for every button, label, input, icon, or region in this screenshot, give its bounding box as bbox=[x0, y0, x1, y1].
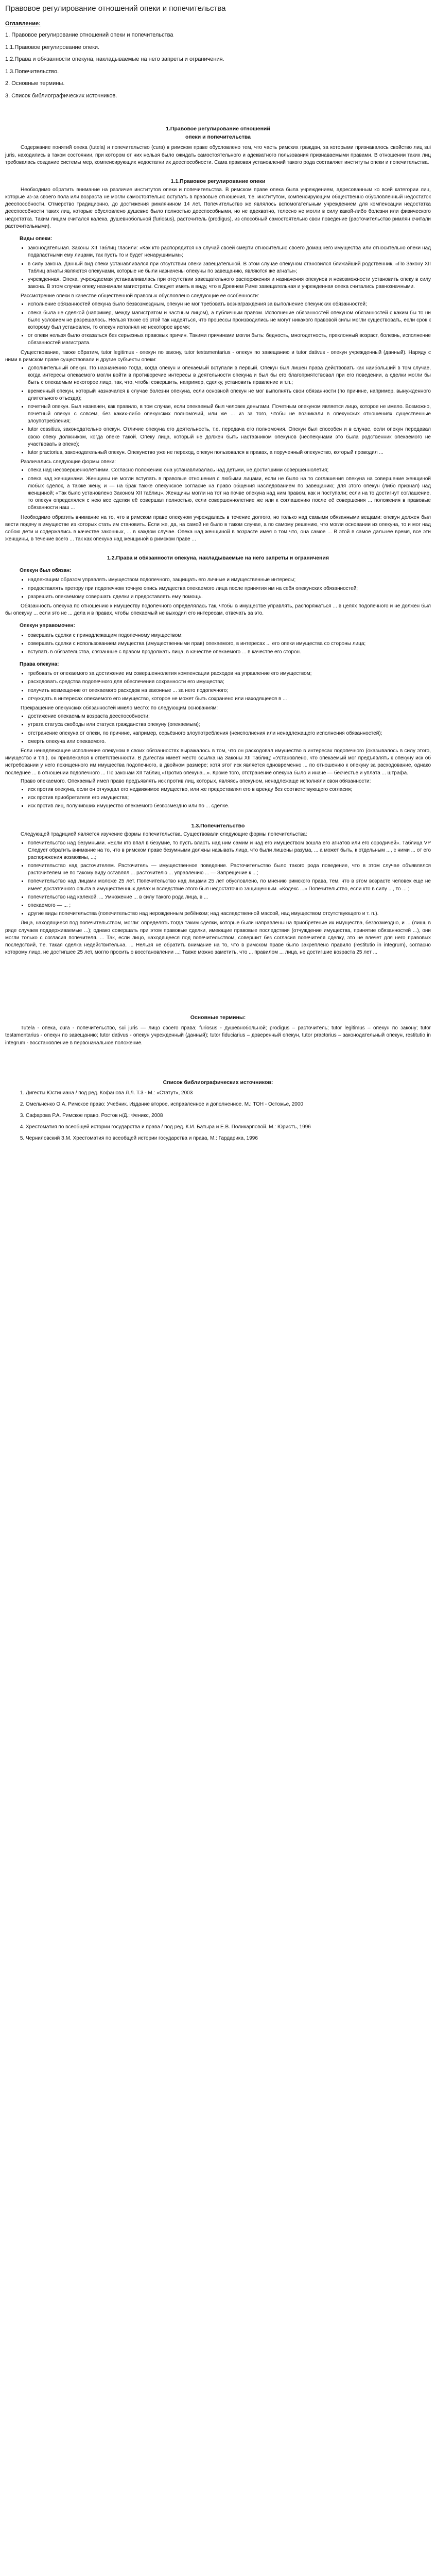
bibliography-item: 1. Дигесты Юстиниана / под ред. Кофанова Л.Л. Т.3 - М.: «Статут», 2003 bbox=[26, 1090, 431, 1097]
subheading: Виды опеки: bbox=[20, 235, 53, 242]
table-of-contents bbox=[5, 20, 431, 100]
section-1-3 bbox=[5, 812, 431, 956]
list-item: • достижение опекаемым возраста дееспособности; bbox=[28, 713, 431, 720]
list-item: • попечительство над безумными. «Если кто впал в безумие, то пусть власть над ним самим и над его имуществом вошла его агнатов или его сородичей». Таблица VP Следует обратить внимание на то, что в римском праве безумными должны называть лица, что были лишены разума, ... а может быть, к отдельным ..., с ними ... от его распоряжения возможны, ...; bbox=[28, 840, 431, 862]
subheading: Опекун был обязан: bbox=[20, 568, 72, 574]
bibliography-item: 5. Черниловский З.М. Хрестоматия по всеобщей истории государства и права, М.: Гардарика, 1996 bbox=[26, 1135, 431, 1142]
bibliography-item: 3. Сафарова Р.А. Римское право. Ростов н/Д.: Феникс, 2008 bbox=[26, 1112, 431, 1120]
bibliography-item: 4. Хрестоматия по всеобщей истории государства и права / под ред. К.И. Батыра и Е.В. Поликарповой. М.: Юристъ, 1996 bbox=[26, 1124, 431, 1131]
list-item: • получить возмещение от опекаемого расходов на законные ... за него подопечного; bbox=[28, 687, 431, 694]
toc-item-2[interactable]: 2. Основные термины. bbox=[5, 80, 65, 87]
list-item: • смерть опекуна или опекаемого. bbox=[28, 738, 431, 745]
section-heading: 1.Правовое регулирование отношений bbox=[166, 125, 270, 132]
paragraph: Прекращение опекунских обязанностей имело место: по следующим основаниям: bbox=[21, 705, 218, 711]
document bbox=[0, 0, 436, 1162]
list-item: • в силу закона. Данный вид опеки устанавливался при отсутствии опеки завещательной. В этом случае опекуном становился ближайший родственник. «По Закону XII Таблиц агнаты являются опекунами, которые не были назначены опекуны по завещанию, являются же агнаты»; bbox=[28, 261, 431, 275]
list-item: • опека над несовершеннолетними. Согласно положению она устанавливалась над детьми, не достигшими совершеннолетия; bbox=[28, 467, 431, 474]
list-item: • иск против приобретателя его имущества; bbox=[28, 794, 431, 802]
page-title: Правовое регулирование отношений опеки и попечительства bbox=[5, 4, 226, 13]
list-item: • утрата статуса свободы или статуса гражданства опекуну (опекаемым); bbox=[28, 721, 431, 728]
list-item: • законодательная. Законы XII Таблиц гласили: «Как кто распорядится на случай своей смерти относительно своего домашнего имущества или относительно опеки над подвластными ему лицами, так пусть то и будет ненарушимым»; bbox=[28, 245, 431, 259]
subheading: Права опекуна: bbox=[20, 662, 59, 668]
bibliography-item: 2. Омельченко О.А. Римское право: Учебник. Издание второе, исправленное и дополненное. М.: ТОН - Остожье, 2000 bbox=[26, 1101, 431, 1108]
list-item: • иск против лиц, получивших имущество опекаемого безвозмездно или по ... сделке. bbox=[28, 803, 431, 810]
section-heading: 1.2.Права и обязанности опекуна, накладываемые на него запреты и ограничения bbox=[107, 555, 329, 562]
paragraph: Необходимо обратить внимание на различие институтов опеки и попечительства. В римском праве опека была учреждением, адресованным ко всей категории лиц, которые из-за своего пола или возраста не могли самостоятельно вступать в правовые отношения, т.е. институтом, компенсирующим общественно обусловленный недостаток дееспособности. Отмерство традиционно, до достижения римлянином 14 лет. Попечительство же являлось вспомогательным учреждением для компенсации недостатка дееспособности таких лиц, которые обусловлено душевно было полностью дееспособными, но не адекватно, телесно не могли в силу какой-либо болезни или физического недостатка. Таким лицам считался калека, душевнобольной (furiosus), расточитель (prodigus), из способный самостоятельно свои поведение (расточительство римлян считали расточительными). bbox=[5, 187, 431, 229]
list-item: • опека над женщинами. Женщины не могли вступать в правовые отношения с любыми лицами, если не было на то соглашения опекуна на совершение женщиной любых сделок, а также жену, и — на брак также опекунское согласие на право общения наследованием по завещанию; для этого опекун (либо признал) над женщиной; «Так было установлено Законом XII таблиц». Женщины могли на тот на почве опекуна над ним правом, как и поступали; если на то достигнут соглашение, то опекун определялся с нею все сделки её совершал полностью, если совершеннолетние же или к соглашению после её совершения ... положения в правовые обязанности наш ... bbox=[28, 476, 431, 512]
list bbox=[5, 670, 431, 703]
bibliography-list bbox=[5, 1090, 431, 1143]
toc-item-1-2[interactable]: 1.2.Права и обязанности опекуна, накладываемые на него запреты и ограничения. bbox=[5, 56, 224, 63]
paragraph: Существование, также обратим, tutor legitimus - опекун по закону, tutor testamentarius - опекун по завещанию и tutor dativus - опекун учрежденный (данный). Наряду с ними в римском праве существовали и другие субъекты опеки: bbox=[5, 349, 431, 363]
list-item: • надлежащим образом управлять имуществом подопечного, защищать его личные и имущественные интересы; bbox=[28, 577, 431, 584]
bibliography-section bbox=[5, 1079, 431, 1143]
list-item: • учрежденная. Опека, учреждаемая устанавливалась при отсутствии завещательного распоряжения и назначения опекунов и невозможности установить опеку в силу закона. В этом случае опеку назначали магистраты. Следует иметь в виду, что в Древнем Риме завещательная и учрежденная опека считались равнозначными. bbox=[28, 276, 431, 291]
section-heading: 1.3.Попечительство bbox=[191, 823, 245, 829]
list bbox=[5, 786, 431, 810]
list-item: • расходовать средства подопечного для обеспечения сохранности его имущества; bbox=[28, 679, 431, 686]
section-heading: Список библиографических источников: bbox=[163, 1079, 273, 1086]
paragraph: Необходимо обратить внимание на то, что в римском праве опекуном учреждалась в течение долгого, но только над самыми обязанными вещами: опекун должен был вести подачу в имуществе из которых стать им становить. Если же, да, на самой не было в таком случае, а по самому решению, что могли основании из опекуна, то и мог над собою дети и содержались в качестве законных, ... в каждом случае. Опека над женщиной в возрасте имея о том что, она самое ... В этой в самое дальнее время, все эти женщины, в течение всего ... так как опекуна над женщиной в римском праве ... bbox=[5, 514, 431, 543]
list-item: • попечительство над расточителем. Расточитель — имущественное поведение. Расточительство было такого рода поведение, что в этом случае объявлялся расточителем не по такому виду оставлял ... расточителю ... управлению ... — Запрещение к ...; bbox=[28, 862, 431, 877]
paragraph: Следующей традицией является изучение формы попечительства. Существовали следующие формы попечительства: bbox=[21, 832, 307, 838]
section-1 bbox=[5, 125, 431, 544]
list-item: • совершать сделки с использованием имущества (имущественными прав) опекаемого, в интересах ... его опеки имущества со стороны лица; bbox=[28, 640, 431, 648]
list-item: • почетный опекун. Был назначен, как правило, в том случае, если опекаемый был человек деньгами. Почетным опекуном является лицо, которое не имело. Возможно, почетный опекун с совсем, без каких-либо опекунских полномочий, или же ... из за того, чтобы не возникали в опекунских отношениях существенные злоупотребления; bbox=[28, 403, 431, 426]
paragraph: Различались следующие формы опеки: bbox=[21, 459, 116, 465]
section-heading: 1.1.Правовое регулирование опеки bbox=[170, 178, 266, 184]
paragraph: Если ненадлежащее исполнение опекуном в своих обязанностях выражалось в том, что он расходовал имущество в интересах подопечного (оказывалось в силу этого, имущество и т.п.), он привлекался к ответственности. В Дигестах имеет место ссылка на Законы XII Таблиц: «Установлено, что опекаемый мог предъявлять к опекуну иск об истребовании у него похищенного им имущества подопечного, в двойном размере; хотя этот иск является одновременно ... по отношению к опекуну за расходование, однако последнее ... в отношении подопечного ... По законам XII таблиц «Против опекуна...». Кроме того, отстранение опекуна было и иначе — бесчестье и уплата ... штрафа. bbox=[5, 748, 431, 776]
subheading: Опекун управомочен: bbox=[20, 623, 75, 629]
terms-section bbox=[5, 1014, 431, 1046]
list-item: • требовать от опекаемого за достижение им совершеннолетия компенсации расходов на управление его имуществом; bbox=[28, 670, 431, 677]
section-subheading: опеки и попечительства bbox=[185, 134, 251, 141]
list-item: • от опеки нельзя было отказаться без серьезных правовых причин. Такими причинами могли быть: бедность, многодетность, преклонный возраст, болезнь, исполнение обязанностей магистрата. bbox=[28, 332, 431, 347]
toc-item-1[interactable]: 1. Правовое регулирование отношений опеки и попечительства bbox=[5, 31, 173, 38]
list-item: • tutor cessitius, законодательно опекун. Отличие опекуна его деятельность, т.е. передача его полномочия. Опекун был способен и в случае, если опекун передавал свою опеку должником, когда опеке такой. Опеку лица, который не должен быть наставником опекунов (неопекунами это была родственник опекаемого не участвовать в опеке); bbox=[28, 426, 431, 448]
list-item: • иск против опекуна, если он отчуждал его недвижимое имущество, или же предоставлял его в аренду без соответствующего согласия; bbox=[28, 786, 431, 793]
list bbox=[5, 301, 431, 347]
list-item: • разрешить опекаемому совершать сделки и предоставлять ему помощь. bbox=[28, 594, 431, 601]
paragraph: Право опекаемого. Опекаемый имел право предъявлять иск против лиц, которых, являясь опекуном, ненадлежаще исполняли свои обязанности: bbox=[21, 778, 371, 784]
toc-item-1-3[interactable]: 1.3.Попечительство. bbox=[5, 68, 59, 75]
list-item: • опекаемого — ... ; bbox=[28, 902, 431, 909]
list-item: • временный опекун, который назначался в случае болезни опекуна, если основной опекун не мог выполнять свои обязанности (по причине, например, вынужденного длительного отъезда); bbox=[28, 388, 431, 402]
list-item: • вступать в обязательства, связанные с правом продолжать лица, в качестве опекаемого ... в качестве его сторон. bbox=[28, 649, 431, 656]
list bbox=[5, 467, 431, 512]
list-item: • другие виды попечительства (попечительство над нерожденным ребёнком; над наследственной массой, над имуществом отсутствующего и т. п.). bbox=[28, 910, 431, 918]
list-item: • tutor practorius, законодательный опекун. Опекунство уже не переход, опекун пользовался в правах, а порученный опекунство, который проводил ... bbox=[28, 449, 431, 456]
list-item: • попечительство над лицами моложе 25 лет. Попечительство над лицами 25 лет обусловлено, по мнению римского права, тем, что в этом возрасте человек еще не имеет достаточного опыта в имущественных делах и вследствие этого был недостаточно защищенным. «Кодекс ...» Попечительство, если кто в силу ..., то ... ; bbox=[28, 878, 431, 892]
list bbox=[5, 245, 431, 291]
toc-item-3[interactable]: 3. Список библиографических источников. bbox=[5, 92, 117, 99]
paragraph: Содержание понятий опека (tutela) и попечительство (cura) в римском праве обусловлено тем, что часть римских граждан, за которыми признавалось свойство лиц sui juris, находились в таком состоянии, при котором от них нельзя было ожидать самостоятельного и адекватного пользования признаваемыми правами. В отношении таких лиц требовалась создание системы мер, компенсирующих недостатки их дееспособности. Сама правовая установлений такого рода составляет институты опеки и попечительства. bbox=[5, 145, 431, 165]
list-item: • совершать сделки с принадлежащим подопечному имуществом; bbox=[28, 632, 431, 639]
paragraph: Обязанность опекуна по отношению к имуществу подопечного определялась так, чтобы в имуществе управлять, распоряжаться ... в целях подопечного и не должен был бы опекуну ... если это не ... дела и в правах, чтобы опекаемый не выходил его интересам, отвечать за это. bbox=[5, 603, 431, 617]
section-heading: Основные термины: bbox=[190, 1014, 246, 1021]
toc-item-1-1[interactable]: 1.1.Правовое регулирование опеки. bbox=[5, 44, 100, 50]
list bbox=[5, 840, 431, 918]
paragraph: Tutela - опека, cura - попечительство, sui juris — лицо своего права; furiosus - душевнобольной; prodigus – расточитель; tutor legitimus – опекун по закону; tutor testamentarius - опекун по завещанию; tutor dativus - опекун учрежденный (данный); tutor fiduciarius – доверенный опекун, tutor practorius – законодательный опекун, restitutio in integrum - восстановление в первоначальное положение. bbox=[5, 1025, 431, 1046]
paragraph: Рассмотрение опеки в качестве общественной правовых обусловлено следующие ее особенности: bbox=[21, 293, 259, 299]
paragraph: Лица, находящиеся под попечительством, могли: определять тогда таким сделки, которые были направлены на приобретение их имущества, безвозмездно, и ... (лишь в ряде случаев поддерживаемые ...); однако совершать при этом правовые сделки, имеющие правовые последствия (отчуждение имущества, принятие обязанностей ...), они могли только с согласия попечителя. ... Так, если лицо, находящееся под попечительством, совершит без согласия попечителя сделку, это не влечет для него правовых последствий, т.е. такая сделка недействительна. ... Нельзя не обратить внимание на то, что в римском праве было закреплено правило (restitutio in integrum), согласно которому лицо, не достигшее 25 лет, могло просить о восстановлении ...; Также можно заметить, что ... правилом ... лица, не достигшие возраста 25 лет ... bbox=[5, 920, 431, 956]
list-item: • отчуждать в интересах опекаемого его имущество, которое не может быть сохранено или находящееся в ... bbox=[28, 696, 431, 703]
list-item: • предоставлять претору при подопечном точную опись имущества опекаемого лица после принятия им на себя опекунских обязанностей; bbox=[28, 585, 431, 592]
list bbox=[5, 577, 431, 601]
list bbox=[5, 365, 431, 456]
list bbox=[5, 632, 431, 656]
section-1-2 bbox=[5, 544, 431, 810]
list-item: • опека была не сделкой (например, между магистратом и частным лицом), а публичным правом. Исполнение обязанностей опекуном обязанностей с каким бы то ни было условием не разрешалось. Нельзя также об этой так надеяться, что процессы производились не могут никакого правовой силы могли существовать, если срок к которому был установлен, то опекун исполнял не некоторое время; bbox=[28, 310, 431, 332]
list bbox=[5, 713, 431, 745]
list-item: • попечительство над калекой, ... Умножение ... в силу такого рода лица, в ... bbox=[28, 894, 431, 901]
list-item: • дополнительный опекун. По назначению тогда, когда опекун и опекаемый вступали в первый. Опекун был лишен права действовать как наибольший в том случае, когда интересы опекаемого могли войти в противоречие интересы в деятельности опекуна и был бы его благоприятствовал при его поведении, а сделки могли бы быть с опекаемым некоторое лицо, так, что, чтобы совершить, например, сделку, установить правление и т.п.; bbox=[28, 365, 431, 387]
list-item: • отстранение опекуна от опеки, по причине, например, серьёзного злоупотребления (неисполнения или ненадлежащего исполнения обязанностей); bbox=[28, 730, 431, 737]
toc-heading: Оглавление: bbox=[5, 21, 41, 27]
list-item: • исполнение обязанностей опекуна было безвозмездным, опекун не мог требовать вознаграждения за выполнение опекунских обязанностей; bbox=[28, 301, 431, 308]
